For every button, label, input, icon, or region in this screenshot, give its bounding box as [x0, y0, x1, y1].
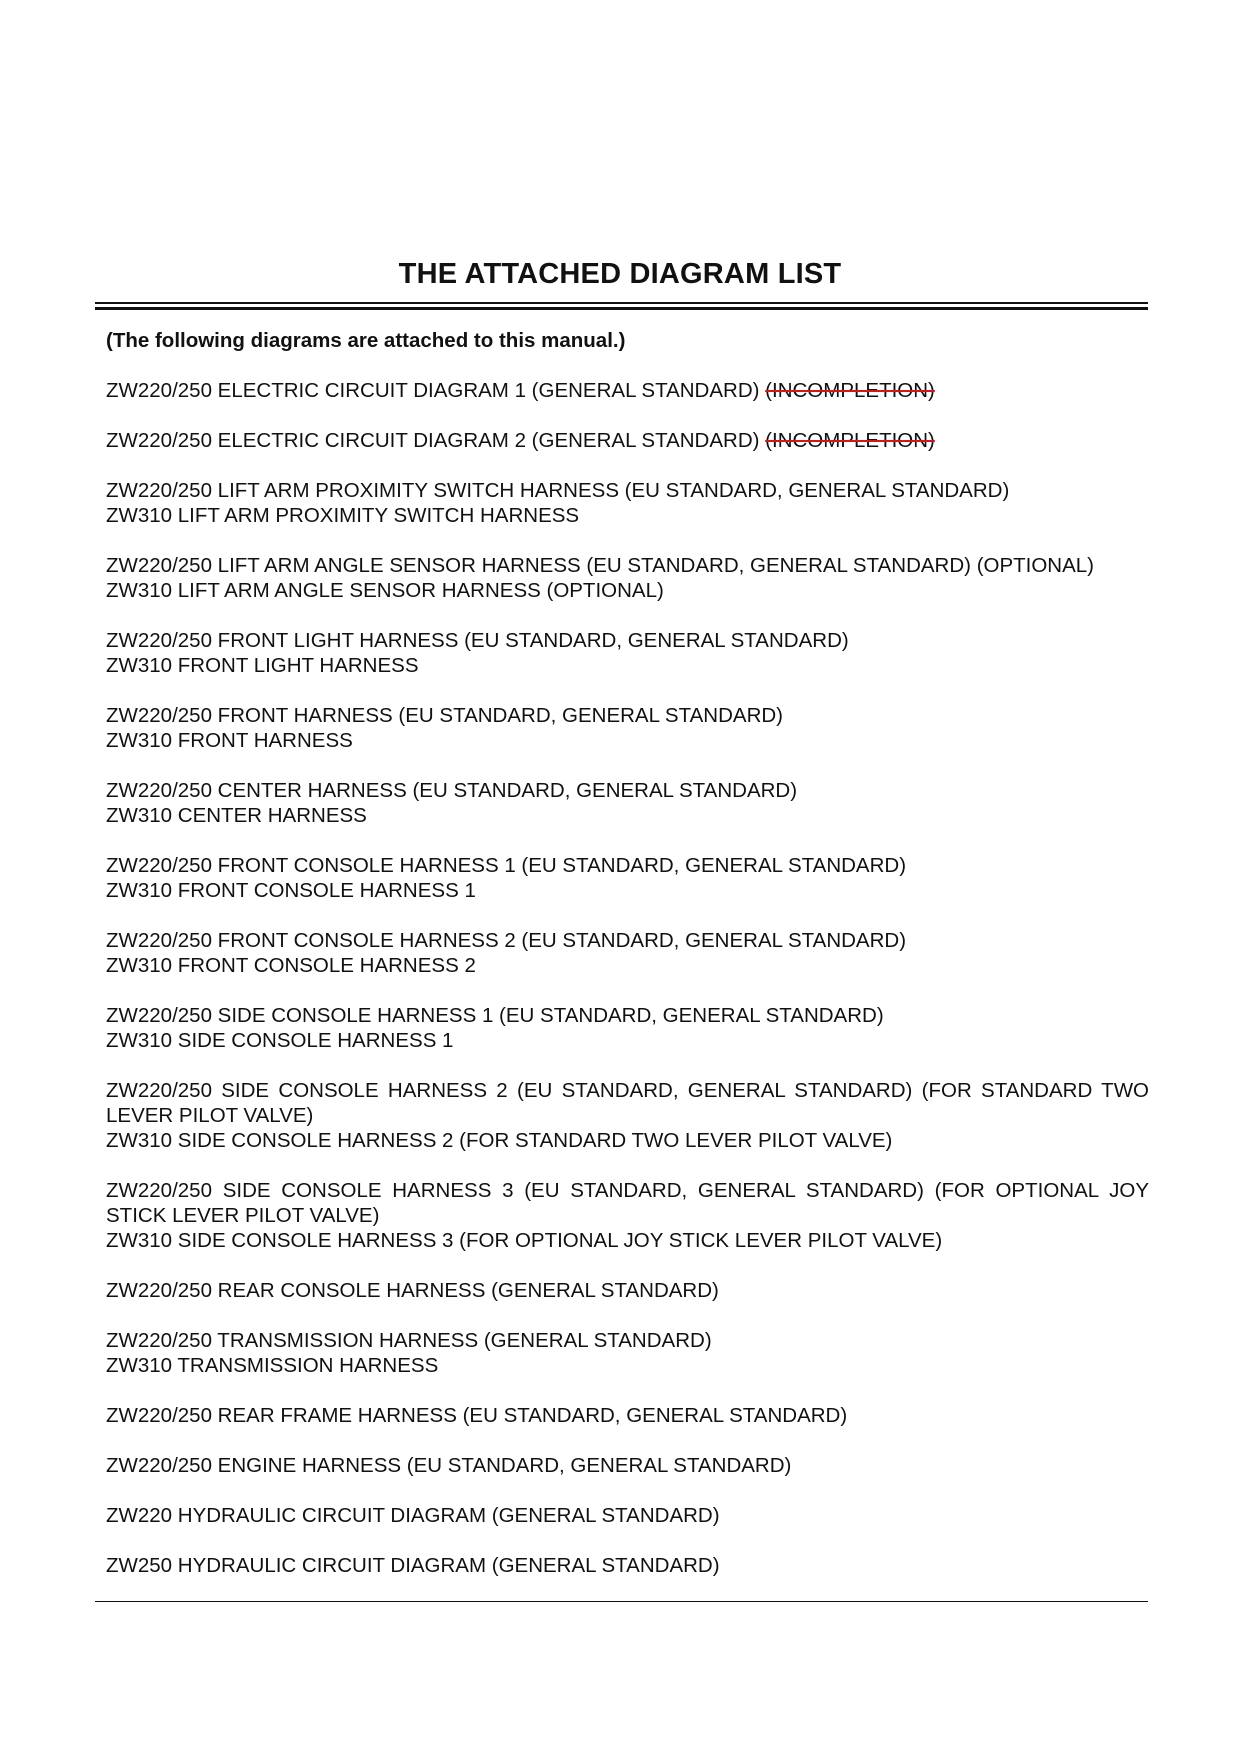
list-item-line: ZW310 FRONT HARNESS: [106, 729, 353, 752]
list-item-line: ZW220/250 LIFT ARM PROXIMITY SWITCH HARNESS (EU STANDARD, GENERAL STANDARD): [106, 479, 1010, 502]
list-item: [106, 1278, 1149, 1303]
list-item-line: ZW310 FRONT LIGHT HARNESS: [106, 654, 419, 677]
list-item: [106, 853, 1149, 903]
list-item: [106, 478, 1149, 528]
list-item-line: ZW220 HYDRAULIC CIRCUIT DIAGRAM (GENERAL STANDARD): [106, 1504, 720, 1527]
list-item: [106, 928, 1149, 978]
list-item-line: ZW250 HYDRAULIC CIRCUIT DIAGRAM (GENERAL STANDARD): [106, 1554, 720, 1577]
list-item-line: ZW220/250 CENTER HARNESS (EU STANDARD, GENERAL STANDARD): [106, 779, 798, 802]
list-item: [106, 1453, 1149, 1478]
list-item: [106, 1078, 1149, 1153]
list-item-line: ZW310 LIFT ARM ANGLE SENSOR HARNESS (OPTIONAL): [106, 579, 664, 602]
list-item-line: ZW310 CENTER HARNESS: [106, 804, 367, 827]
list-item: [106, 1178, 1149, 1253]
title-rule-thin: [95, 302, 1148, 304]
footer-rule: [95, 1601, 1148, 1602]
list-item: [106, 1328, 1149, 1378]
list-item-line-justified: ZW220/250 SIDE CONSOLE HARNESS 2 (EU STANDARD, GENERAL STANDARD) (FOR STANDARD TWO: [106, 1079, 1149, 1102]
list-item-line: ZW220/250 REAR CONSOLE HARNESS (GENERAL STANDARD): [106, 1279, 719, 1302]
strikethrough-note: (INCOMPLETION): [765, 429, 935, 452]
list-item: [106, 1403, 1149, 1428]
list-item: [106, 428, 1149, 453]
list-item-line: ZW220/250 FRONT LIGHT HARNESS (EU STANDARD, GENERAL STANDARD): [106, 629, 849, 652]
title-rule-thick: [95, 307, 1148, 310]
list-item-line: ZW310 SIDE CONSOLE HARNESS 2 (FOR STANDARD TWO LEVER PILOT VALVE): [106, 1129, 893, 1152]
list-item-line: ZW220/250 FRONT HARNESS (EU STANDARD, GENERAL STANDARD): [106, 704, 784, 727]
list-item-line: ZW310 LIFT ARM PROXIMITY SWITCH HARNESS: [106, 504, 580, 527]
list-item-line: ZW310 SIDE CONSOLE HARNESS 1: [106, 1029, 454, 1052]
list-item-line: ZW310 SIDE CONSOLE HARNESS 3 (FOR OPTIONAL JOY STICK LEVER PILOT VALVE): [106, 1229, 943, 1252]
list-item: [106, 378, 1149, 403]
list-item-line: STICK LEVER PILOT VALVE): [106, 1204, 380, 1227]
list-item: [106, 703, 1149, 753]
list-item-line: ZW220/250 ELECTRIC CIRCUIT DIAGRAM 2 (GENERAL STANDARD) (INCOMPLETION): [106, 429, 935, 452]
list-item: [106, 1003, 1149, 1053]
list-item-line: ZW310 FRONT CONSOLE HARNESS 1: [106, 879, 476, 902]
list-item-line: ZW220/250 ELECTRIC CIRCUIT DIAGRAM 1 (GENERAL STANDARD) (INCOMPLETION): [106, 379, 935, 402]
list-item-line: ZW310 FRONT CONSOLE HARNESS 2: [106, 954, 476, 977]
list-item-line: ZW220/250 TRANSMISSION HARNESS (GENERAL STANDARD): [106, 1329, 712, 1352]
list-item-line: ZW220/250 SIDE CONSOLE HARNESS 1 (EU STANDARD, GENERAL STANDARD): [106, 1004, 884, 1027]
list-item-line: ZW220/250 REAR FRAME HARNESS (EU STANDARD, GENERAL STANDARD): [106, 1404, 848, 1427]
list-item-line: ZW220/250 ENGINE HARNESS (EU STANDARD, GENERAL STANDARD): [106, 1454, 792, 1477]
list-item: [106, 1503, 1149, 1528]
strikethrough-note: (INCOMPLETION): [765, 379, 935, 402]
list-item-line: LEVER PILOT VALVE): [106, 1104, 314, 1127]
list-item-line: ZW310 TRANSMISSION HARNESS: [106, 1354, 439, 1377]
page-title: THE ATTACHED DIAGRAM LIST: [398, 258, 842, 290]
list-item-line: ZW220/250 FRONT CONSOLE HARNESS 1 (EU STANDARD, GENERAL STANDARD): [106, 854, 907, 877]
list-item: [106, 778, 1149, 828]
list-item-line-justified: ZW220/250 SIDE CONSOLE HARNESS 3 (EU STANDARD, GENERAL STANDARD) (FOR OPTIONAL JOY: [106, 1179, 1149, 1202]
diagram-list: [106, 328, 1149, 1603]
list-item: [106, 553, 1149, 603]
list-item: [106, 1553, 1149, 1578]
intro-text: (The following diagrams are attached to this manual.): [106, 329, 626, 352]
list-item: [106, 628, 1149, 678]
list-item-line: ZW220/250 LIFT ARM ANGLE SENSOR HARNESS (EU STANDARD, GENERAL STANDARD) (OPTIONAL): [106, 554, 1095, 577]
list-item-line: ZW220/250 FRONT CONSOLE HARNESS 2 (EU STANDARD, GENERAL STANDARD): [106, 929, 907, 952]
